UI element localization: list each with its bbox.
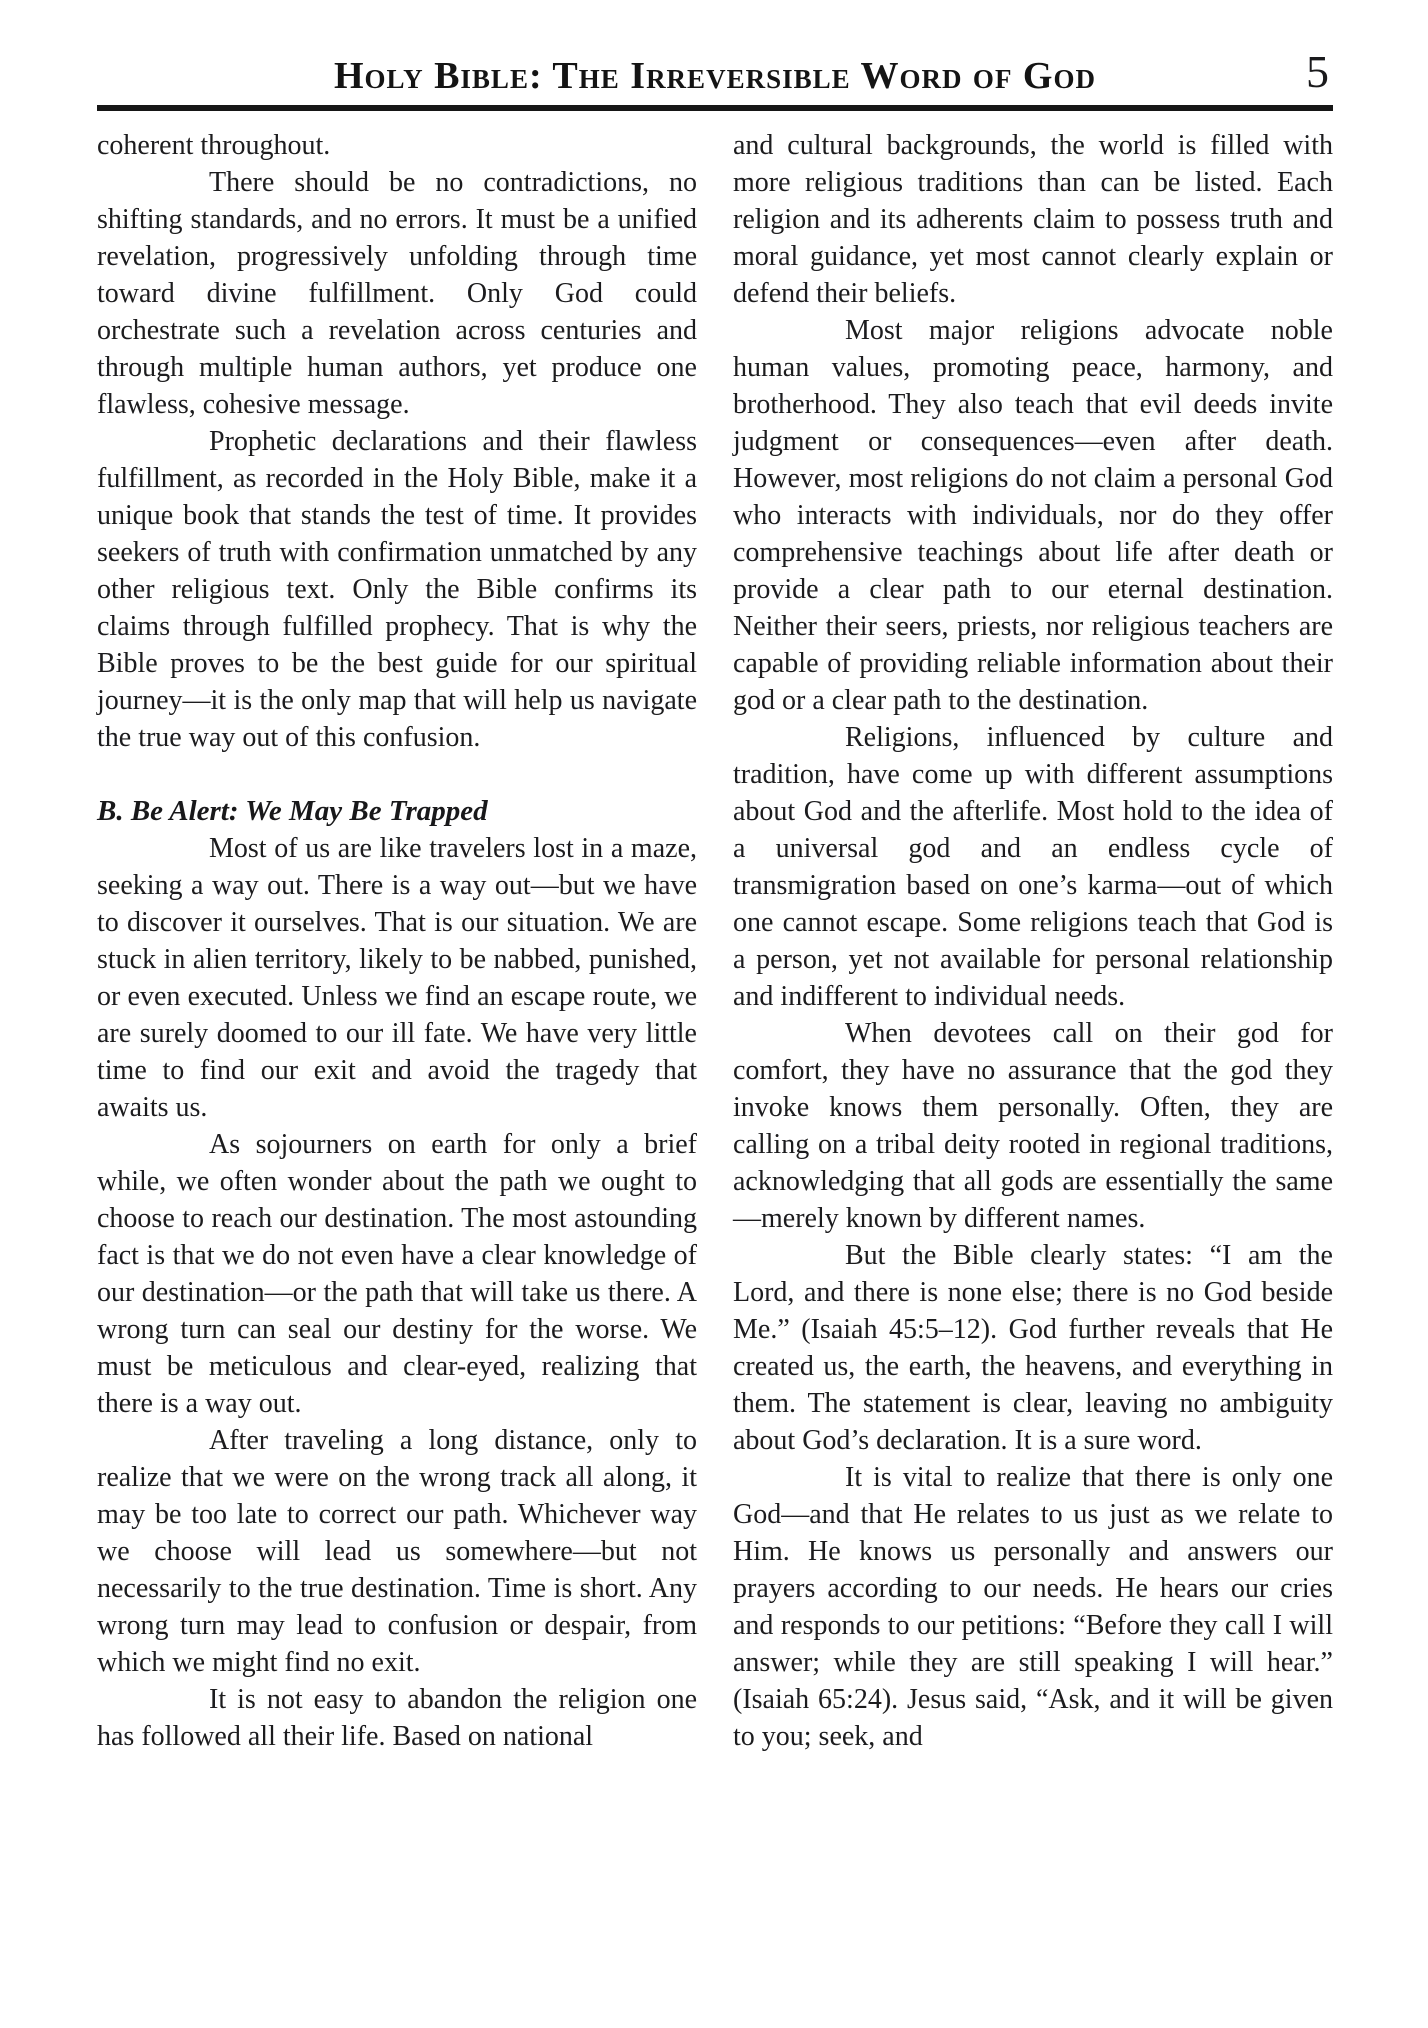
left-column (97, 127, 697, 1755)
paragraph: and cultural backgrounds, the world is filled with more religious traditions than can be listed. Each religion and its adherents claim to possess truth and moral guidance, yet most cannot clearly explain or defend their beliefs. (733, 130, 1333, 309)
paragraph: It is not easy to abandon the religion one has followed all their life. Based on national (97, 1684, 697, 1752)
paragraph: After traveling a long distance, only to realize that we were on the wrong track all along, it may be too late to correct our path. Whichever way we choose will lead us somewhere—but not necessarily to the true destination. Time is short. Any wrong turn may lead to confusion or despair, from which we might find no exit. (97, 1425, 697, 1678)
paragraph: Most of us are like travelers lost in a maze, seeking a way out. There is a way out—but we have to discover it ourselves. That is our situation. We are stuck in alien territory, likely to be nabbed, punished, or even executed. Unless we find an escape route, we are surely doomed to our ill fate. We have very little time to find our exit and avoid the tragedy that awaits us. (97, 833, 697, 1123)
paragraph: As sojourners on earth for only a brief while, we often wonder about the path we ought to choose to reach our destination. The most astounding fact is that we do not even have a clear knowledge of our destination—or the path that will take us there. A wrong turn can seal our destiny for the worse. We must be meticulous and clear-eyed, realizing that there is a way out. (97, 1129, 697, 1419)
page-header (97, 0, 1333, 111)
right-column (733, 127, 1333, 1755)
paragraph: There should be no contradictions, no shifting standards, and no errors. It must be a unified revelation, progressively unfolding through time toward divine fulfillment. Only God could orchestrate such a revelation across centuries and through multiple human authors, yet produce one flawless, cohesive message. (97, 167, 697, 420)
paragraph: Prophetic declarations and their flawless fulfillment, as recorded in the Holy Bible, make it a unique book that stands the test of time. It provides seekers of truth with confirmation unmatched by any other religious text. Only the Bible confirms its claims through fulfilled prophecy. That is why the Bible proves to be the best guide for our spiritual journey—it is the only map that will help us navigate the true way out of this confusion. (97, 426, 697, 753)
running-head-title: Holy Bible: The Irreversible Word of God (333, 55, 1096, 97)
text-columns (97, 111, 1333, 1755)
section-heading: B. Be Alert: We May Be Trapped (97, 795, 488, 827)
paragraph: Most major religions advocate noble human values, promoting peace, harmony, and brotherhood. They also teach that evil deeds invite judgment or consequences—even after death. However, most religions do not claim a personal God who interacts with individuals, nor do they offer comprehensive teachings about life after death or provide a clear path to our eternal destination. Neither their seers, priests, nor religious teachers are capable of providing reliable information about their god or a clear path to the destination. (733, 315, 1333, 716)
paragraph: But the Bible clearly states: “I am the Lord, and there is none else; there is no God beside Me.” (Isaiah 45:5–12). God further reveals that He created us, the earth, the heavens, and everything in them. The statement is clear, leaving no ambiguity about God’s declaration. It is a sure word. (733, 1240, 1333, 1456)
paragraph: Religions, influenced by culture and tradition, have come up with different assumptions about God and the afterlife. Most hold to the idea of a universal god and an endless cycle of transmigration based on one’s karma—out of which one cannot escape. Some religions teach that God is a person, yet not available for personal relationship and indifferent to individual needs. (733, 722, 1333, 1012)
paragraph: When devotees call on their god for comfort, they have no assurance that the god they invoke knows them personally. Often, they are calling on a tribal deity rooted in regional traditions, acknowledging that all gods are essentially the same—merely known by different names. (733, 1018, 1333, 1234)
page-number: 5 (1306, 46, 1329, 97)
paragraph: coherent throughout. (97, 130, 331, 161)
paragraph: It is vital to realize that there is only one God—and that He relates to us just as we relate to Him. He knows us personally and answers our prayers according to our needs. He hears our cries and responds to our petitions: “Before they call I will answer; while they are still speaking I will hear.” (Isaiah 65:24). Jesus said, “Ask, and it will be given to you; seek, and (733, 1462, 1333, 1752)
